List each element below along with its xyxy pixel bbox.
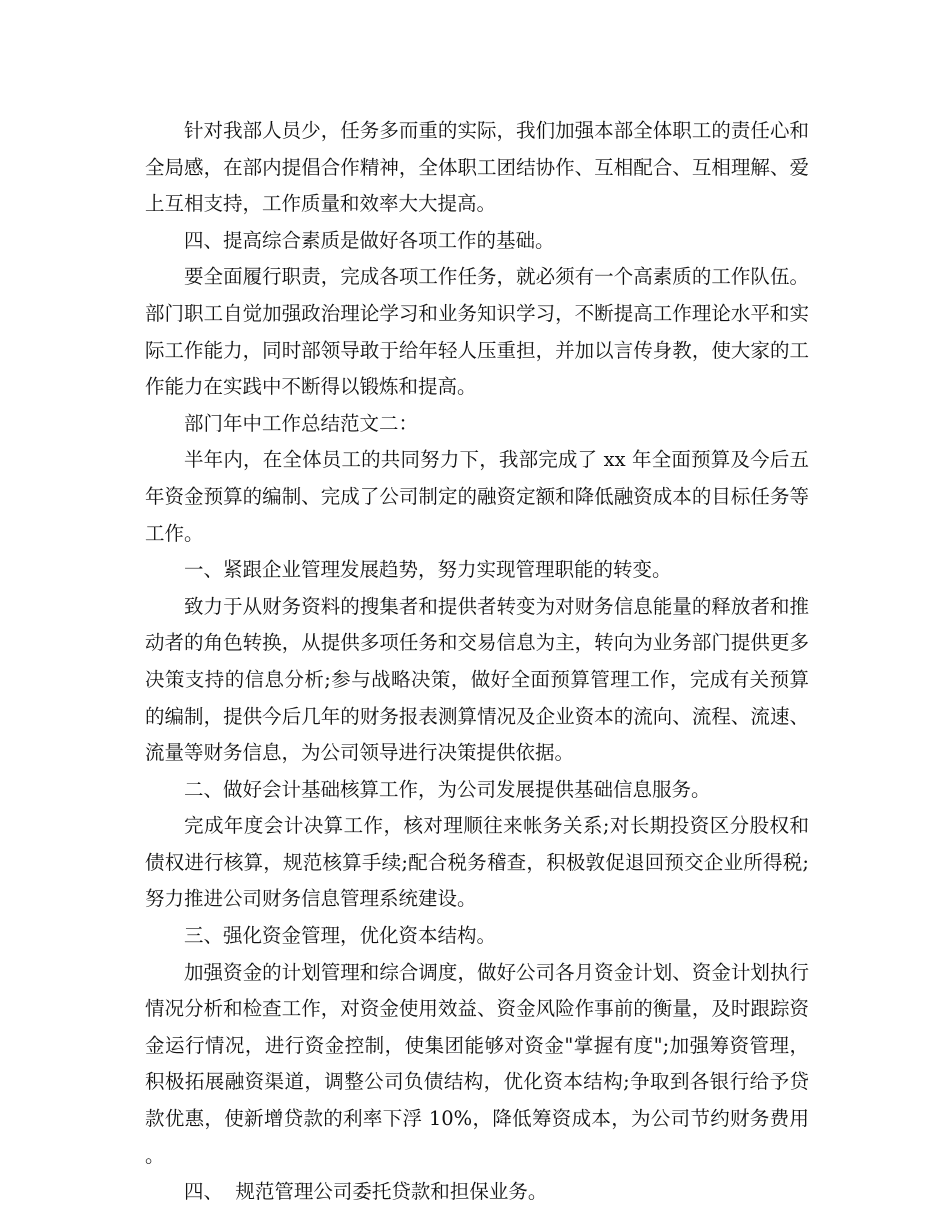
section-heading: 四、 规范管理公司委托贷款和担保业务。 [184, 1180, 548, 1204]
section-heading: 四、提高综合素质是做好各项工作的基础。 [184, 228, 555, 252]
paragraph: 半年内，在全体员工的共同努力下，我部完成了 xx 年全面预算及今后五年资金预算的编制、完成了公司制定的融资定额和降低融资成本的目标任务等工作。 [145, 448, 809, 545]
section-heading: 一、紧跟企业管理发展趋势，努力实现管理职能的转变。 [184, 558, 672, 582]
section-title: 部门年中工作总结范文二： [184, 411, 419, 435]
paragraph: 致力于从财务资料的搜集者和提供者转变为对财务信息能量的释放者和推动者的角色转换，从提供多项任务和交易信息为主，转向为业务部门提供更多决策支持的信息分析;参与战略决策，做好全面预算管理工作，完成有关预算的编制，提供今后几年的财务报表测算情况及企业资本的流向、流程、流速、流量等财务信息，为公司领导进行决策提供依据。 [145, 594, 809, 765]
document-body [145, 113, 809, 1211]
paragraph: 针对我部人员少，任务多而重的实际，我们加强本部全体职工的责任心和全局感，在部内提倡合作精神，全体职工团结协作、互相配合、互相理解、爱上互相支持，工作质量和效率大大提高。 [145, 119, 809, 216]
paragraph: 加强资金的计划管理和综合调度，做好公司各月资金计划、资金计划执行情况分析和检查工作，对资金使用效益、资金风险作事前的衡量，及时跟踪资金运行情况，进行资金控制，使集团能够对资金"掌握有度";加强筹资管理，积极拓展融资渠道，调整公司负债结构，优化资本结构;争取到各银行给予贷款优惠，使新增贷款的利率下浮 10%，降低筹资成本，为公司节约财务费用。 [145, 960, 809, 1167]
paragraph: 要全面履行职责，完成各项工作任务，就必须有一个高素质的工作队伍。部门职工自觉加强政治理论学习和业务知识学习，不断提高工作理论水平和实际工作能力，同时部领导敢于给年轻人压重担，并加以言传身教，使大家的工作能力在实践中不断得以锻炼和提高。 [145, 265, 809, 399]
paragraph: 完成年度会计决算工作，核对理顺往来帐务关系;对长期投资区分股权和债权进行核算，规范核算手续;配合税务稽查，积极敦促退回预交企业所得税;努力推进公司财务信息管理系统建设。 [145, 814, 809, 911]
section-heading: 二、做好会计基础核算工作，为公司发展提供基础信息服务。 [184, 777, 711, 801]
section-heading: 三、强化资金管理，优化资本结构。 [184, 924, 497, 948]
